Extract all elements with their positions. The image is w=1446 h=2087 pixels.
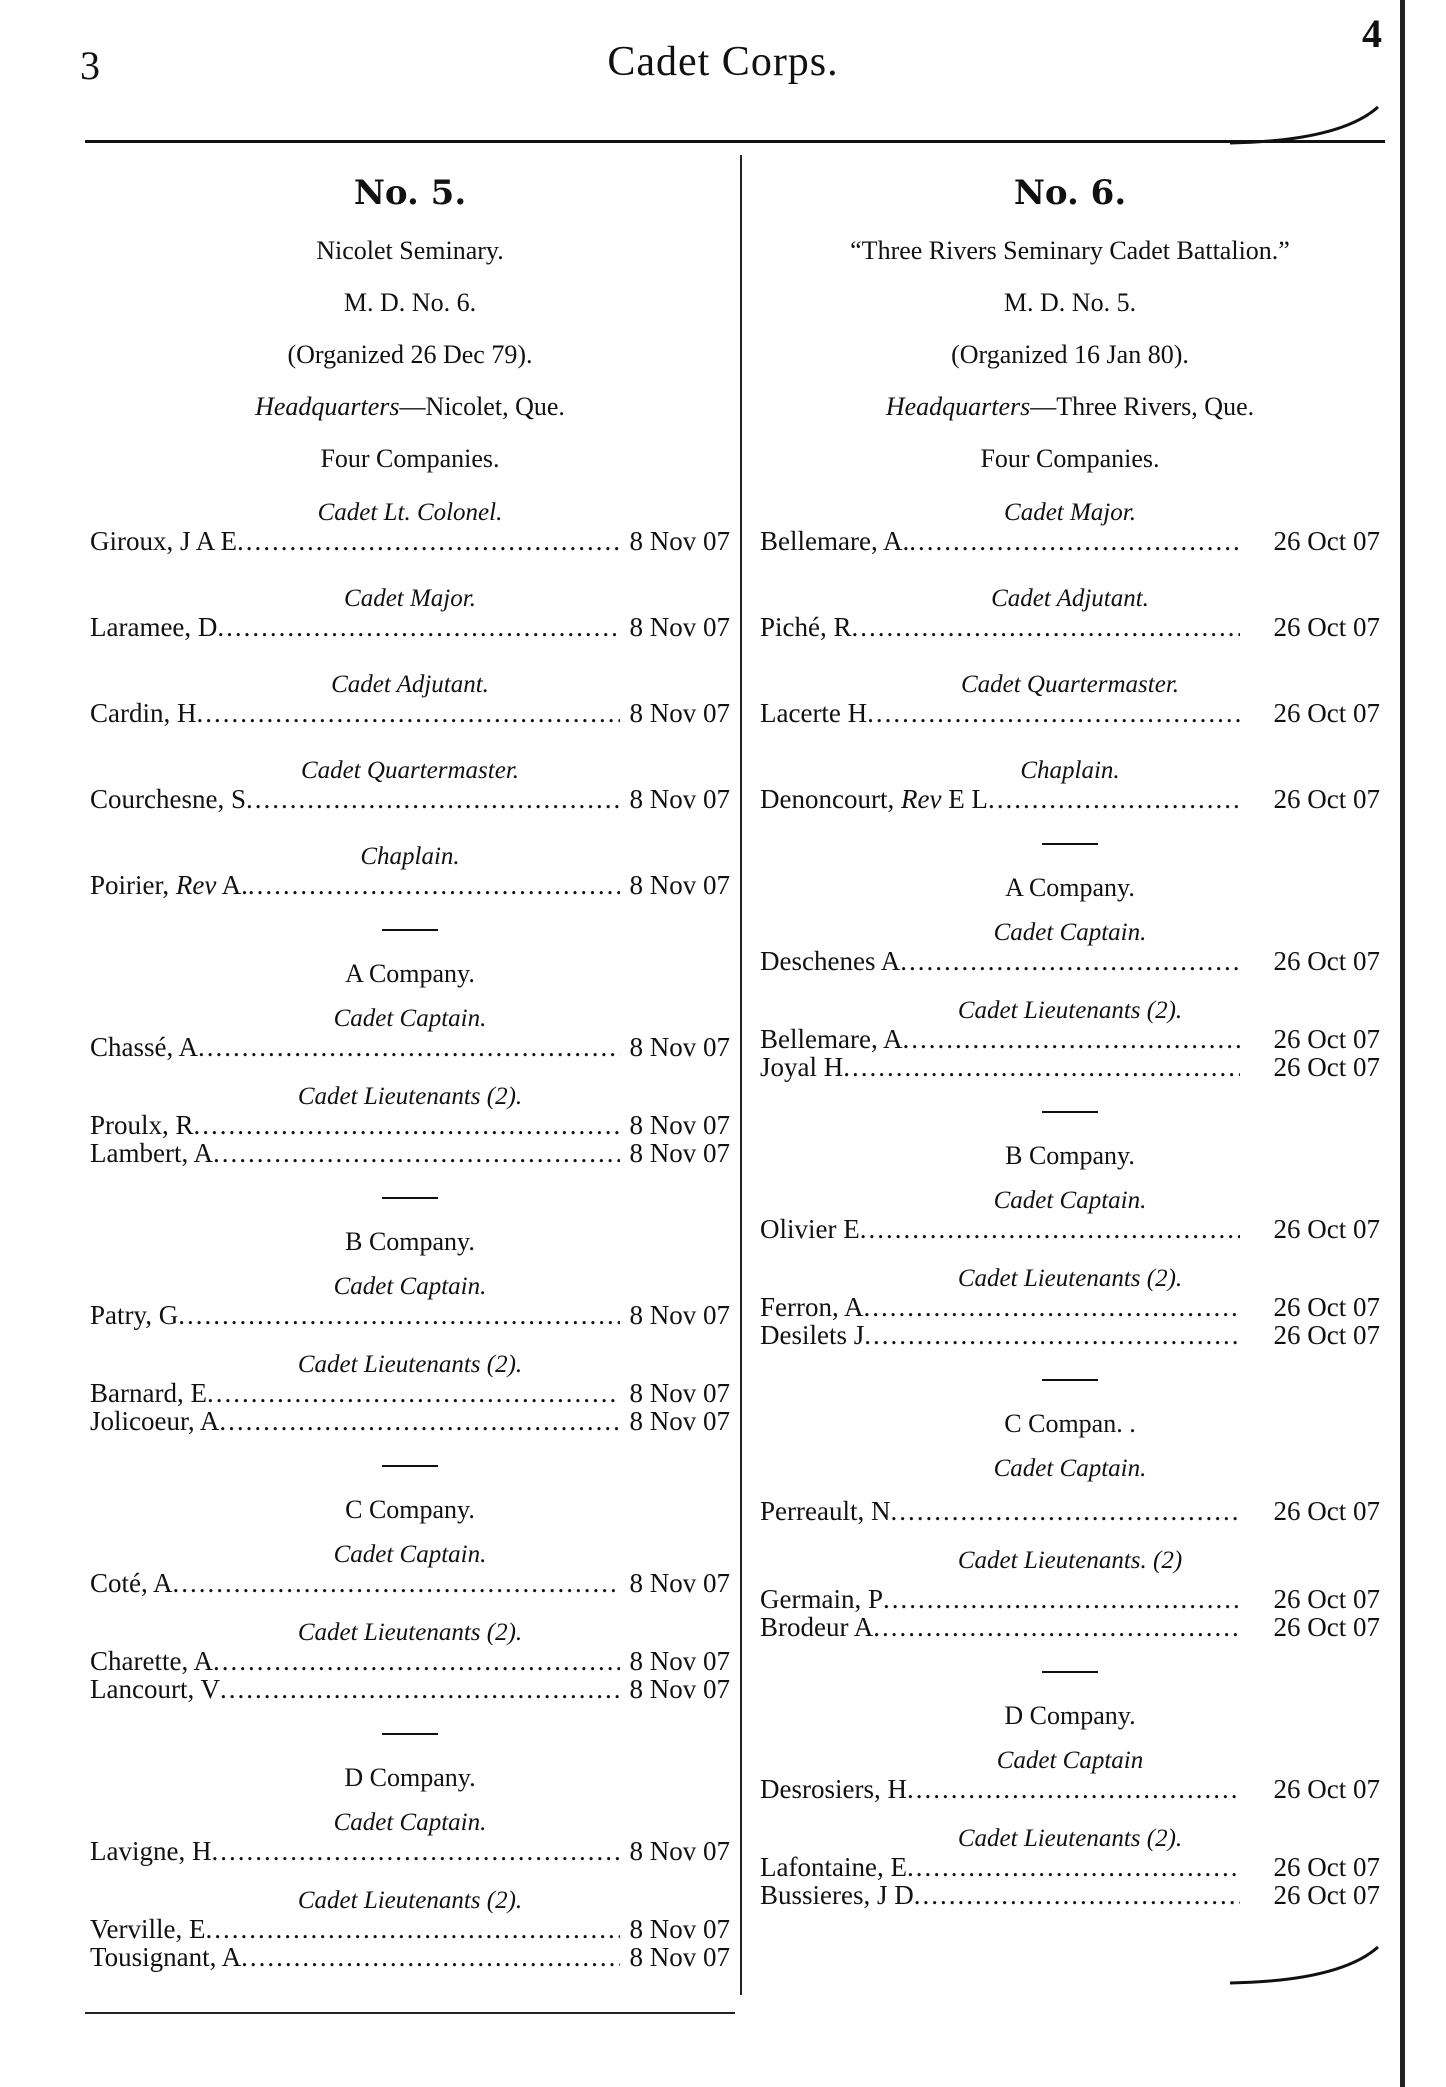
section-divider <box>1042 1379 1098 1381</box>
roster-entry <box>760 1053 1380 1081</box>
roster-entry <box>90 1837 730 1865</box>
headquarters-label: Headquarters <box>255 392 400 421</box>
officer-name: Giroux, J A E <box>90 526 238 556</box>
section-divider <box>1042 1671 1098 1673</box>
role-label: Cadet Lieutenants (2). <box>297 1083 523 1110</box>
officer-name: Ferron, A <box>760 1292 864 1322</box>
roster-entry <box>90 1379 730 1407</box>
roster-entry <box>760 527 1380 555</box>
section-divider <box>1042 1111 1098 1113</box>
officer-name: Patry, G <box>90 1300 179 1330</box>
unit-title: No. 6. <box>1013 173 1127 213</box>
roster-entry <box>760 1585 1380 1613</box>
officer-name: Proulx, R <box>90 1110 194 1140</box>
officer-name: Poirier, Rev A. <box>90 870 248 900</box>
role-label: Cadet Lieutenants (2). <box>297 1351 523 1378</box>
role-label: Cadet Captain. <box>333 1273 487 1300</box>
top-rule <box>85 140 1385 143</box>
company-title: D Company. <box>1004 1701 1136 1730</box>
roster-entry <box>760 1215 1380 1243</box>
roster-entry <box>760 1775 1380 1803</box>
officer-name: Desrosiers, H <box>760 1774 907 1804</box>
role-label: Cadet Lieutenants (2). <box>957 1265 1183 1292</box>
roster-entry <box>760 1613 1380 1641</box>
appointment-date: 26 Oct 07 <box>1273 1584 1380 1614</box>
roster-entry <box>760 613 1380 641</box>
appointment-date: 8 Nov 07 <box>629 1138 730 1168</box>
roster-entry <box>90 1915 730 1943</box>
role-label: Cadet Lieutenants (2). <box>957 1825 1183 1852</box>
role-label: Cadet Captain. <box>993 1455 1147 1482</box>
roster-entry <box>760 699 1380 727</box>
officer-name: Lavigne, H <box>90 1836 212 1866</box>
role-label: Cadet Quartermaster. <box>300 757 520 784</box>
appointment-date: 8 Nov 07 <box>629 870 730 900</box>
appointment-date: 26 Oct 07 <box>1273 1320 1380 1350</box>
bottom-rule <box>85 2012 735 2014</box>
officer-name: Piché, R <box>760 612 852 642</box>
appointment-date: 8 Nov 07 <box>629 1836 730 1866</box>
role-label: Cadet Captain. <box>333 1005 487 1032</box>
officer-name: Coté, A <box>90 1568 173 1598</box>
role-label: Cadet Captain. <box>333 1541 487 1568</box>
role-label: Cadet Adjutant. <box>991 585 1149 612</box>
headquarters-value: —Three Rivers, Que. <box>1030 392 1255 421</box>
officer-name: Denoncourt, Rev E L <box>760 784 988 814</box>
appointment-date: 26 Oct 07 <box>1273 1024 1380 1054</box>
officer-name: Charette, A <box>90 1646 213 1676</box>
section-divider <box>1042 843 1098 845</box>
role-label: Chaplain. <box>1020 757 1120 784</box>
roster-entry <box>90 1647 730 1675</box>
appointment-date: 26 Oct 07 <box>1273 526 1380 556</box>
role-label: Cadet Captain <box>996 1747 1144 1774</box>
roster-entry <box>760 1293 1380 1321</box>
role-label: Cadet Captain. <box>993 1187 1147 1214</box>
page-number-left: 3 <box>80 43 100 88</box>
officer-name: Perreault, N <box>760 1496 891 1526</box>
military-district: M. D. No. 5. <box>1003 288 1137 317</box>
roster-entry <box>90 1301 730 1329</box>
unit-no-5-column <box>90 155 730 1971</box>
section-divider <box>382 929 438 931</box>
headquarters-label: Headquarters <box>885 392 1031 421</box>
appointment-date: 8 Nov 07 <box>629 1110 730 1140</box>
roster-entry <box>90 1569 730 1597</box>
officer-name: Verville, E <box>90 1914 206 1944</box>
roster-entry <box>90 613 730 641</box>
roster-entry <box>760 1025 1380 1053</box>
officer-name: Desilets J <box>760 1320 865 1350</box>
appointment-date: 26 Oct 07 <box>1273 1292 1380 1322</box>
appointment-date: 26 Oct 07 <box>1273 784 1380 814</box>
roster-entry <box>760 1497 1380 1525</box>
roster-entry <box>90 527 730 555</box>
page-title: Cadet Corps. <box>607 39 839 85</box>
company-title: C Compan. . <box>1004 1409 1136 1438</box>
appointment-date: 8 Nov 07 <box>629 1914 730 1944</box>
roster-entry <box>90 1033 730 1061</box>
role-label: Cadet Quartermaster. <box>960 671 1180 698</box>
officer-name: Lacerte H <box>760 698 868 728</box>
appointment-date: 26 Oct 07 <box>1273 612 1380 642</box>
organized-date: (Organized 26 Dec 79). <box>287 340 533 369</box>
unit-title: No. 5. <box>353 173 467 213</box>
officer-name: Tousignant, A <box>90 1942 242 1972</box>
role-label: Cadet Lieutenants (2). <box>297 1887 523 1914</box>
company-title: B Company. <box>345 1227 475 1256</box>
roster-entry <box>760 947 1380 975</box>
officer-name: Laramee, D <box>90 612 218 642</box>
appointment-date: 26 Oct 07 <box>1273 1214 1380 1244</box>
officer-name: Germain, P <box>760 1584 883 1614</box>
appointment-date: 8 Nov 07 <box>629 698 730 728</box>
company-title: D Company. <box>344 1763 476 1792</box>
unit-name: “Three Rivers Seminary Cadet Battalion.” <box>850 236 1290 265</box>
unit-no-6-column <box>760 155 1380 1909</box>
section-divider <box>382 1465 438 1467</box>
appointment-date: 8 Nov 07 <box>629 784 730 814</box>
role-label: Cadet Lieutenants. (2) <box>957 1547 1183 1574</box>
roster-entry <box>90 1139 730 1167</box>
section-divider <box>382 1197 438 1199</box>
role-label: Cadet Captain. <box>333 1809 487 1836</box>
company-title: A Company. <box>1005 873 1135 902</box>
appointment-date: 26 Oct 07 <box>1273 1496 1380 1526</box>
officer-name: Olivier E <box>760 1214 860 1244</box>
officer-name: Joyal H <box>760 1052 844 1082</box>
companies-count: Four Companies. <box>320 444 500 473</box>
roster-entry <box>90 699 730 727</box>
appointment-date: 26 Oct 07 <box>1273 946 1380 976</box>
section-divider <box>382 1733 438 1735</box>
appointment-date: 8 Nov 07 <box>629 1568 730 1598</box>
role-label: Cadet Major. <box>1004 499 1136 526</box>
appointment-date: 8 Nov 07 <box>629 1032 730 1062</box>
role-label: Cadet Lieutenants (2). <box>297 1619 523 1646</box>
officer-name: Courchesne, S <box>90 784 246 814</box>
appointment-date: 8 Nov 07 <box>629 1378 730 1408</box>
appointment-date: 26 Oct 07 <box>1273 1880 1380 1910</box>
page-number-right: 4 <box>1362 11 1382 56</box>
appointment-date: 8 Nov 07 <box>629 1646 730 1676</box>
appointment-date: 8 Nov 07 <box>629 1300 730 1330</box>
headquarters <box>760 381 1380 433</box>
appointment-date: 8 Nov 07 <box>629 1406 730 1436</box>
appointment-date: 26 Oct 07 <box>1273 698 1380 728</box>
company-title: B Company. <box>1005 1141 1135 1170</box>
roster-entry <box>760 1853 1380 1881</box>
officer-name: Lafontaine, E <box>760 1852 907 1882</box>
appointment-date: 26 Oct 07 <box>1273 1852 1380 1882</box>
company-title: A Company. <box>345 959 475 988</box>
headquarters <box>90 381 730 433</box>
officer-name: Lancourt, V <box>90 1674 220 1704</box>
roster-entry <box>90 1407 730 1435</box>
organized-date: (Organized 16 Jan 80). <box>951 340 1189 369</box>
officer-name: Brodeur A <box>760 1612 874 1642</box>
top-rule-curve <box>1230 105 1380 145</box>
roster-entry <box>760 785 1380 813</box>
officer-name: Deschenes A <box>760 946 901 976</box>
page-edge <box>1400 0 1405 2087</box>
appointment-date: 8 Nov 07 <box>629 612 730 642</box>
role-label: Cadet Adjutant. <box>331 671 489 698</box>
headquarters-value: —Nicolet, Que. <box>399 392 565 421</box>
roster-entry <box>760 1881 1380 1909</box>
officer-name: Bussieres, J D <box>760 1880 914 1910</box>
appointment-date: 26 Oct 07 <box>1273 1612 1380 1642</box>
column-divider <box>740 155 742 1995</box>
officer-name: Lambert, A <box>90 1138 213 1168</box>
roster-entry <box>90 871 730 899</box>
companies-count: Four Companies. <box>980 444 1160 473</box>
military-district: M. D. No. 6. <box>343 288 477 317</box>
officer-name: Barnard, E <box>90 1378 207 1408</box>
appointment-date: 8 Nov 07 <box>629 1942 730 1972</box>
role-label: Cadet Captain. <box>993 919 1147 946</box>
bottom-rule-curve <box>1230 1945 1380 1985</box>
roster-entry <box>90 1111 730 1139</box>
officer-name: Chassé, A <box>90 1032 198 1062</box>
roster-entry <box>90 1675 730 1703</box>
officer-name: Cardin, H <box>90 698 197 728</box>
company-title: C Company. <box>345 1495 475 1524</box>
role-label: Chaplain. <box>360 843 460 870</box>
officer-name: Jolicoeur, A <box>90 1406 220 1436</box>
roster-entry <box>90 1943 730 1971</box>
roster-entry <box>760 1321 1380 1349</box>
appointment-date: 8 Nov 07 <box>629 1674 730 1704</box>
unit-name: Nicolet Seminary. <box>316 236 504 265</box>
officer-name: Bellemare, A. <box>760 526 910 556</box>
appointment-date: 26 Oct 07 <box>1273 1052 1380 1082</box>
officer-name: Bellemare, A <box>760 1024 903 1054</box>
role-label: Cadet Lt. Colonel. <box>317 499 503 526</box>
appointment-date: 26 Oct 07 <box>1273 1774 1380 1804</box>
role-label: Cadet Major. <box>344 585 476 612</box>
appointment-date: 8 Nov 07 <box>629 526 730 556</box>
roster-entry <box>90 785 730 813</box>
role-label: Cadet Lieutenants (2). <box>957 997 1183 1024</box>
